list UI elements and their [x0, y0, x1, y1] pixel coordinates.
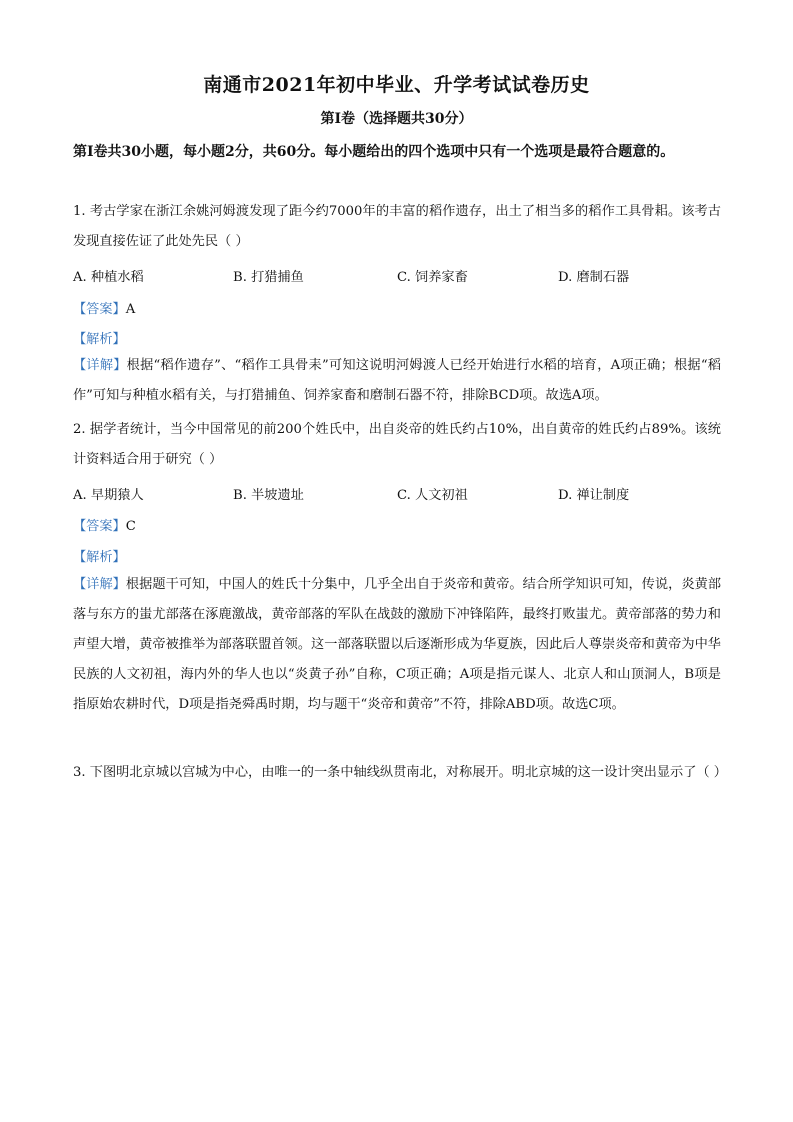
- q2-option-c: C. 人文初祖: [397, 488, 468, 503]
- question-2-stem: 2. 据学者统计，当今中国常见的前200个姓氏中，出自炎帝的姓氏约占10%，出自黄帝的姓氏约占89%。该统计资料适合用于研究（ ）: [73, 422, 721, 467]
- q1-detail: [73, 351, 721, 411]
- q2-detail: [73, 570, 721, 720]
- detail-label: 【详解】: [73, 577, 126, 592]
- analysis-label: 【解析】: [73, 332, 126, 347]
- q1-detail-text: 根据“稻作遗存”、“稻作工具骨耒”可知这说明河姆渡人已经开始进行水稻的培育，A项正确；根据“稻作”可知与种植水稻有关，与打猎捕鱼、饲养家畜和磨制石器不符，排除BCD项。故选A项。: [73, 358, 721, 403]
- q2-analysis-label: [73, 546, 126, 565]
- section-instruction: 第Ⅰ卷共30小题，每小题2分，共60分。每小题给出的四个选项中只有一个选项是最符合题意的。: [73, 144, 675, 160]
- q1-answer-value: A: [125, 302, 136, 317]
- answer-label: 【答案】: [73, 302, 126, 317]
- question-3-stem: 3. 下图明北京城以宫城为中心，由唯一的一条中轴线纵贯南北，对称展开。明北京城的这一设计突出显示了（ ）: [73, 765, 727, 780]
- answer-label: 【答案】: [73, 519, 126, 534]
- q2-answer-value: C: [125, 519, 136, 534]
- q1-option-a: A. 种植水稻: [73, 270, 144, 285]
- question-1-stem: 1. 考古学家在浙江余姚河姆渡发现了距今约7000年的丰富的稻作遗存，出土了相当多的稻作工具骨耜。该考古发现直接佐证了此处先民（ ）: [73, 204, 721, 249]
- q1-option-b: B. 打猎捕鱼: [233, 270, 304, 285]
- q2-option-d: D. 禅让制度: [558, 488, 630, 503]
- detail-label: 【详解】: [73, 358, 127, 373]
- page-title: 南通市2021年初中毕业、升学考试试卷历史: [203, 74, 590, 96]
- q1-option-d: D. 磨制石器: [558, 270, 630, 285]
- q2-detail-text: 根据题干可知，中国人的姓氏十分集中，几乎全出自于炎帝和黄帝。结合所学知识可知，传说，炎黄部落与东方的蚩尤部落在涿鹿激战，黄帝部落的军队在战鼓的激励下冲锋陷阵，最终打败蚩尤。黄帝部落的势力和声望大增，黄帝被推举为部落联盟首领。这一部落联盟以后逐渐形成为华夏族，因此后人尊崇炎帝和黄帝为中华民族的人文初祖，海内外的华人也以“炎黄子孙”自称，C项正确；A项是指元谋人、北京人和山顶洞人，B项是指原始农耕时代，D项是指尧舜禹时期，均与题干“炎帝和黄帝”不符，排除ABD项。故选C项。: [73, 577, 722, 712]
- q1-analysis-label: [73, 328, 126, 347]
- q2-option-b: B. 半坡遗址: [233, 488, 304, 503]
- q2-option-a: A. 早期猿人: [73, 488, 144, 503]
- q1-answer: [73, 298, 135, 317]
- q1-option-c: C. 饲养家畜: [397, 270, 468, 285]
- q2-answer: [73, 515, 136, 534]
- analysis-label: 【解析】: [73, 550, 126, 565]
- section-heading: 第Ⅰ卷（选择题共30分）: [320, 111, 473, 127]
